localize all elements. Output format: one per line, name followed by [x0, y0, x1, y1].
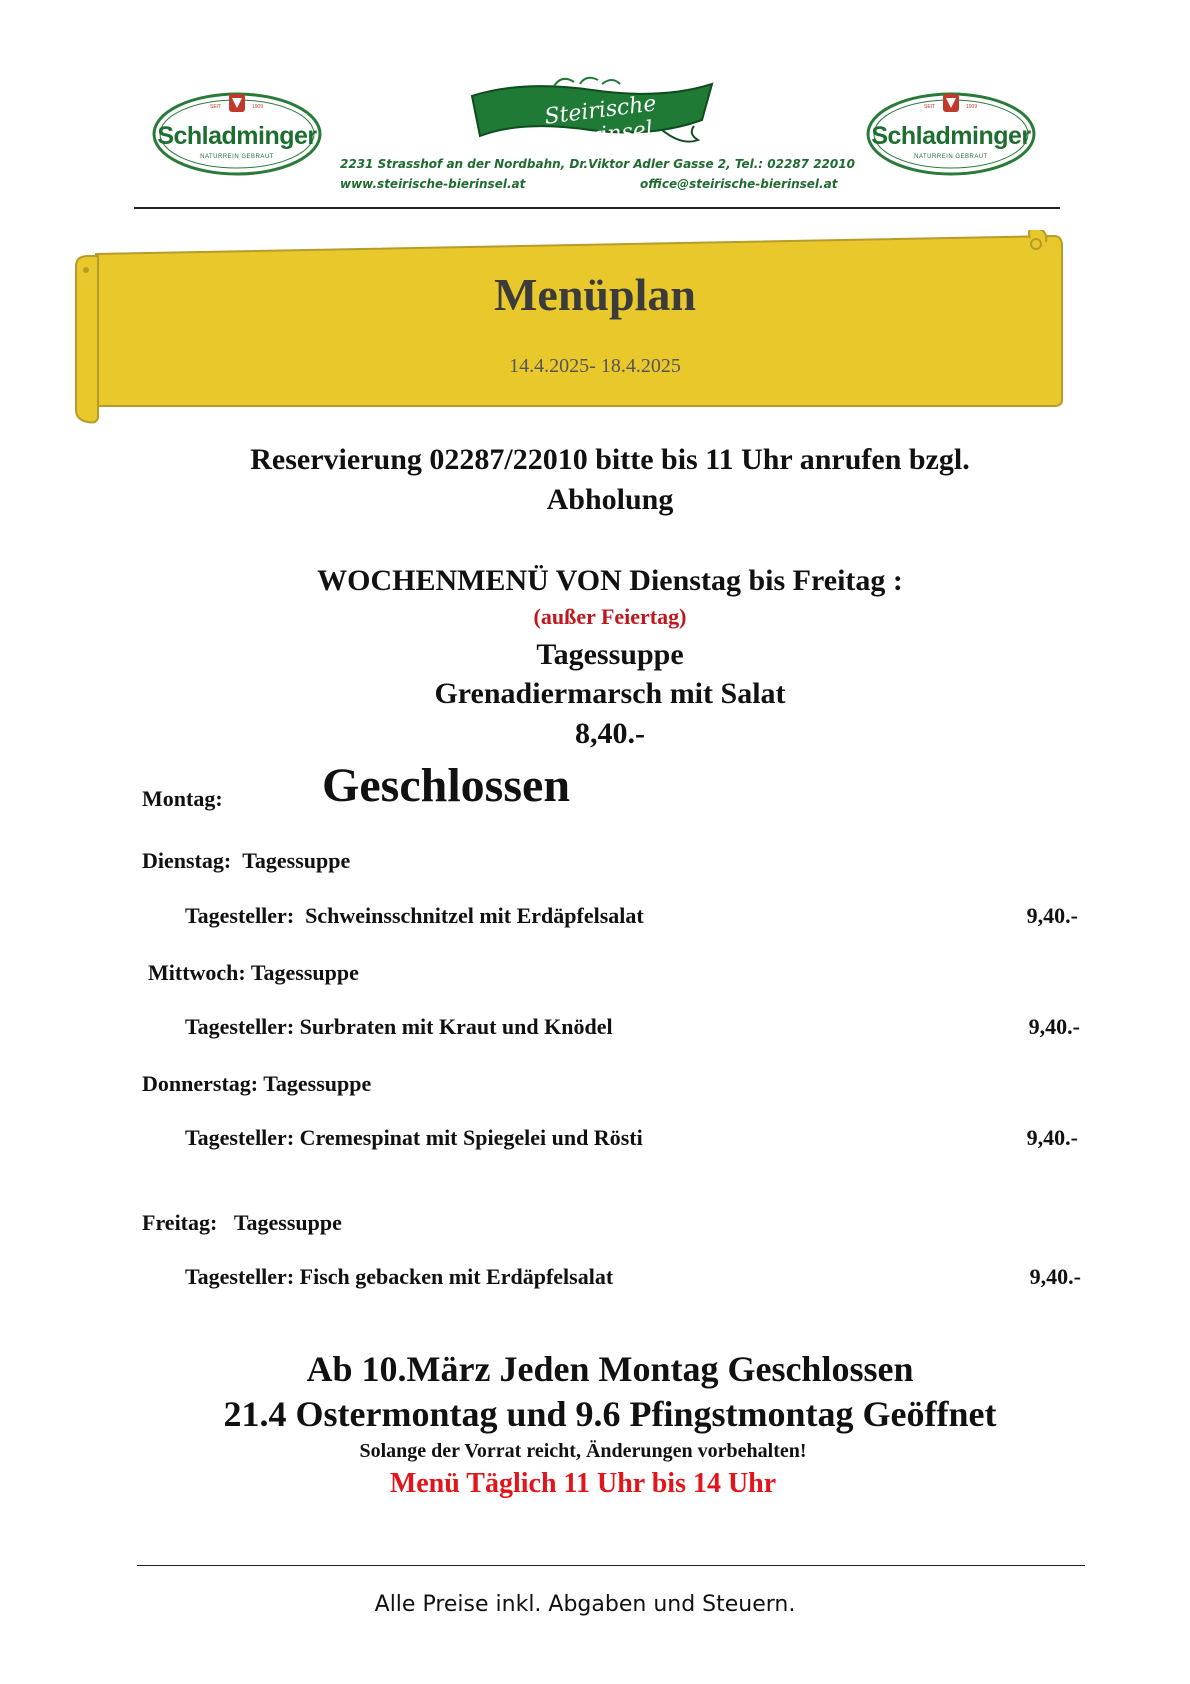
dish-label: Tagesteller: — [185, 1014, 295, 1039]
weekly-menu-dish: Grenadiermarsch mit Salat — [434, 677, 786, 710]
website-link[interactable]: www.steirische-bierinsel.at — [340, 177, 526, 191]
notice-monday-closed: Ab 10.März Jeden Montag Geschlossen — [306, 1349, 914, 1389]
brand-year-since: SEIT — [924, 104, 936, 110]
wednesday-dish — [185, 1014, 613, 1040]
menu-title: Menüplan — [494, 269, 696, 320]
notice-holidays-open: 21.4 Ostermontag und 9.6 Pfingstmontag Geöffnet — [223, 1394, 997, 1434]
weekly-menu-note: (außer Feiertag) — [533, 604, 687, 629]
address-line: 2231 Strasshof an der Nordbahn, Dr.Viktor Adler Gasse 2, Tel.: 02287 22010 — [340, 157, 855, 171]
thursday-row — [142, 1071, 371, 1097]
wednesday-label: Mittwoch: — [148, 960, 246, 985]
email-link[interactable]: office@steirische-bierinsel.at — [640, 177, 838, 191]
footer-divider — [137, 1565, 1085, 1566]
brand-name: Schladminger — [871, 122, 1031, 150]
monday-status: Geschlossen — [322, 759, 571, 812]
steirische-bierinsel-logo — [462, 76, 724, 152]
friday-label: Freitag: — [142, 1210, 218, 1235]
tuesday-dish — [185, 903, 644, 929]
scroll-banner-icon — [68, 230, 1064, 425]
notice-stock: Solange der Vorrat reicht, Änderungen vorbehalten! — [359, 1440, 807, 1462]
schladminger-logo-right — [866, 88, 1036, 176]
brand-year-since: SEIT — [210, 104, 222, 110]
brand-tagline: NATURREIN GEBRAUT — [200, 154, 274, 160]
wednesday-price: 9,40.- — [1028, 1014, 1080, 1039]
friday-dish-name: Fisch gebacken mit Erdäpfelsalat — [299, 1264, 614, 1289]
schladminger-logo-left — [152, 88, 322, 176]
friday-row — [142, 1210, 342, 1236]
wednesday-soup: Tagessuppe — [250, 960, 359, 985]
brand-name: Schladminger — [157, 122, 317, 150]
friday-price: 9,40.- — [1029, 1264, 1081, 1289]
tuesday-dish-name: Schweinsschnitzel mit Erdäpfelsalat — [305, 903, 644, 928]
weekly-menu-title: WOCHENMENÜ VON Dienstag bis Freitag : — [317, 564, 903, 597]
tuesday-price: 9,40.- — [1026, 903, 1078, 928]
dish-label: Tagesteller: — [185, 1125, 295, 1150]
monday-label: Montag: — [142, 786, 223, 811]
brand-year: 1909 — [966, 104, 978, 110]
tuesday-label: Dienstag: — [142, 848, 232, 873]
tuesday-row — [142, 848, 350, 874]
wednesday-dish-name: Surbraten mit Kraut und Knödel — [299, 1014, 613, 1039]
brand-year: 1909 — [252, 104, 264, 110]
thursday-label: Donnerstag: — [142, 1071, 259, 1096]
tuesday-soup: Tagessuppe — [242, 848, 351, 873]
friday-soup: Tagessuppe — [233, 1210, 342, 1235]
notice-hours: Menü Täglich 11 Uhr bis 14 Uhr — [389, 1468, 777, 1499]
header-divider — [134, 207, 1060, 209]
thursday-price: 9,40.- — [1026, 1125, 1078, 1150]
weekly-menu-soup: Tagessuppe — [536, 638, 684, 671]
menu-scroll-banner — [68, 230, 1064, 425]
brand-tagline: NATURREIN GEBRAUT — [914, 154, 988, 160]
reservation-line-2: Abholung — [546, 483, 674, 516]
thursday-soup: Tagessuppe — [263, 1071, 372, 1096]
menu-dates: 14.4.2025- 18.4.2025 — [509, 355, 681, 377]
footer-note: Alle Preise inkl. Abgaben und Steuern. — [374, 1592, 796, 1617]
wednesday-row — [148, 960, 359, 986]
reservation-line-1: Reservierung 02287/22010 bitte bis 11 Uhr anrufen bzgl. — [250, 443, 970, 476]
weekly-menu-price: 8,40.- — [575, 717, 645, 750]
friday-dish — [185, 1264, 613, 1290]
thursday-dish — [185, 1125, 643, 1151]
thursday-dish-name: Cremespinat mit Spiegelei und Rösti — [299, 1125, 643, 1150]
dish-label: Tagesteller: — [185, 903, 295, 928]
dish-label: Tagesteller: — [185, 1264, 295, 1289]
center-logo-text: Steirische Bierinsel — [543, 91, 658, 154]
